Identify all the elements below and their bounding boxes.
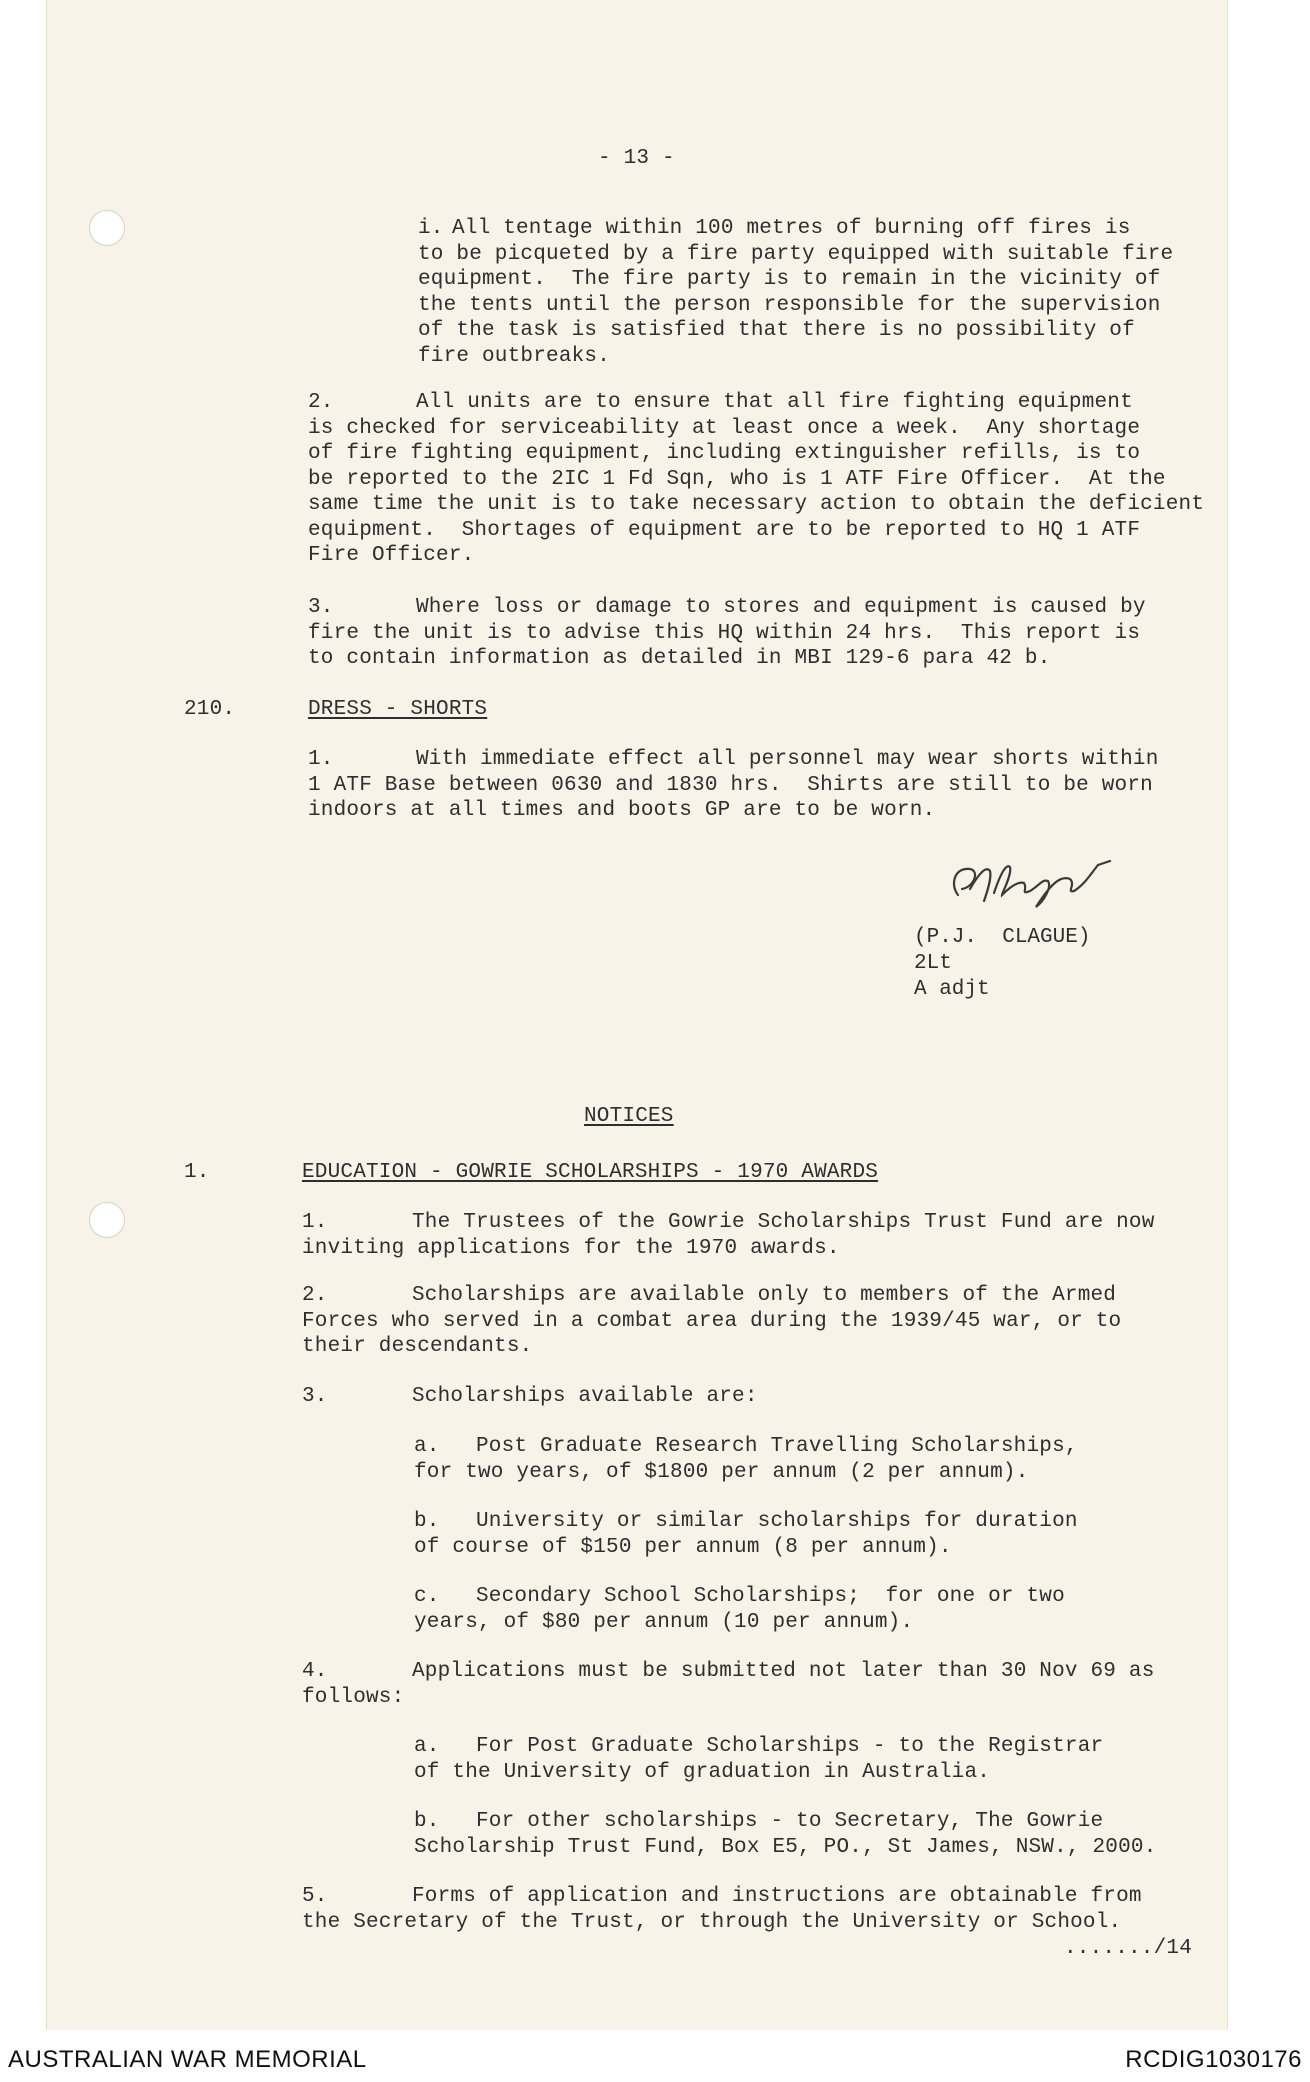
scholarship-a-text: Post Graduate Research Travelling Scholarships, for two years, of $1800 per annum (2 per annum).	[414, 1435, 1078, 1484]
section-210-heading: DRESS - SHORTS	[308, 698, 488, 721]
section-210-body: 1 ATF Base between 0630 and 1830 hrs. Shirts are still to be worn indoors at all times and boots GP are to be worn.	[308, 773, 1153, 822]
footer-record-id: RCDIG1030176	[1125, 2046, 1302, 2073]
item-i-first-line: All tentage within 100 metres of burning off fires is	[452, 217, 1131, 240]
item-i-rest: to be picqueted by a fire party equipped with suitable fire equipment. The fire party is to remain in the vicinity of the tents until the person responsible for the supervision of the task is satisfied that there is no possibility of fire outbreaks.	[418, 242, 1174, 368]
submission-b-label: b.	[414, 1810, 440, 1833]
notice-para-5-number: 5.	[302, 1885, 328, 1908]
scholarship-b-text: University or similar scholarships for duration of course of $150 per annum (8 per annum).	[414, 1510, 1078, 1559]
submission-a-label: a.	[414, 1735, 440, 1758]
fire-para-3-first-line: Where loss or damage to stores and equipment is caused by	[416, 596, 1146, 619]
notice-para-4-body: follows:	[302, 1685, 405, 1709]
notice-1-number: 1.	[184, 1161, 210, 1184]
fire-para-2-first-line: All units are to ensure that all fire fighting equipment	[416, 391, 1133, 414]
page-number: - 13 -	[598, 147, 675, 170]
notice-para-5-first-line: Forms of application and instructions are obtainable from	[412, 1885, 1142, 1908]
notice-para-3-number: 3.	[302, 1385, 328, 1408]
section-210-number: 210.	[184, 698, 236, 721]
section-210-para-number: 1.	[308, 748, 334, 771]
submission-a-text: For Post Graduate Scholarships - to the Registrar of the University of graduation in Australia.	[414, 1735, 1104, 1784]
punch-hole-bottom	[89, 1202, 125, 1238]
fire-para-3-body: fire the unit is to advise this HQ within 24 hrs. This report is to contain information as detailed in MBI 129-6 para 42 b.	[308, 621, 1141, 670]
notices-title: NOTICES	[584, 1105, 674, 1128]
punch-hole-top	[89, 210, 125, 246]
fire-para-3-number: 3.	[308, 596, 334, 619]
notice-para-3-first-line: Scholarships available are:	[412, 1385, 758, 1408]
notice-para-1-first-line: The Trustees of the Gowrie Scholarships Trust Fund are now	[412, 1211, 1155, 1234]
scholarship-a-label: a.	[414, 1435, 440, 1458]
notice-para-4-first-line: Applications must be submitted not later than 30 Nov 69 as	[412, 1660, 1155, 1683]
scholarship-c-label: c.	[414, 1585, 440, 1608]
scholarship-c-text: Secondary School Scholarships; for one or two years, of $80 per annum (10 per annum).	[414, 1585, 1065, 1634]
notice-1-heading: EDUCATION - GOWRIE SCHOLARSHIPS - 1970 AWARDS	[302, 1161, 879, 1184]
submission-b-text: For other scholarships - to Secretary, The Gowrie Scholarship Trust Fund, Box E5, PO., St James, NSW., 2000.	[414, 1810, 1157, 1859]
scholarship-b-label: b.	[414, 1510, 440, 1533]
notice-para-4-number: 4.	[302, 1660, 328, 1683]
signatory-name: (P.J. CLAGUE)	[914, 926, 1091, 949]
section-210-first-line: With immediate effect all personnel may wear shorts within	[416, 748, 1159, 771]
notice-para-1-number: 1.	[302, 1211, 328, 1234]
notice-para-2-body: Forces who served in a combat area during the 1939/45 war, or to their descendants.	[302, 1309, 1122, 1358]
item-i-label: i.	[418, 217, 444, 240]
notice-para-2-first-line: Scholarships are available only to members of the Armed	[412, 1284, 1117, 1307]
fire-para-2-body: is checked for serviceability at least once a week. Any shortage of fire fighting equipment, including extinguisher refills, is to be reported to the 2IC 1 Fd Sqn, who is 1 ATF Fire Officer. At the same time the unit is to take necessary action to obtain the deficient equipment. Shortages of equipment are to be reported to HQ 1 ATF Fire Officer.	[308, 416, 1205, 567]
fire-para-2-number: 2.	[308, 391, 334, 414]
signatory-appointment: A adjt	[914, 978, 990, 1001]
notice-para-2-number: 2.	[302, 1284, 328, 1307]
notice-para-1-body: inviting applications for the 1970 awards.	[302, 1236, 840, 1260]
footer-institution: AUSTRALIAN WAR MEMORIAL	[8, 2046, 367, 2073]
handwritten-signature	[940, 845, 1140, 915]
signatory-rank: 2Lt	[914, 952, 952, 975]
continuation-marker: ......./14	[1064, 1937, 1193, 1960]
notice-para-5-body: the Secretary of the Trust, or through the University or School.	[302, 1910, 1122, 1934]
